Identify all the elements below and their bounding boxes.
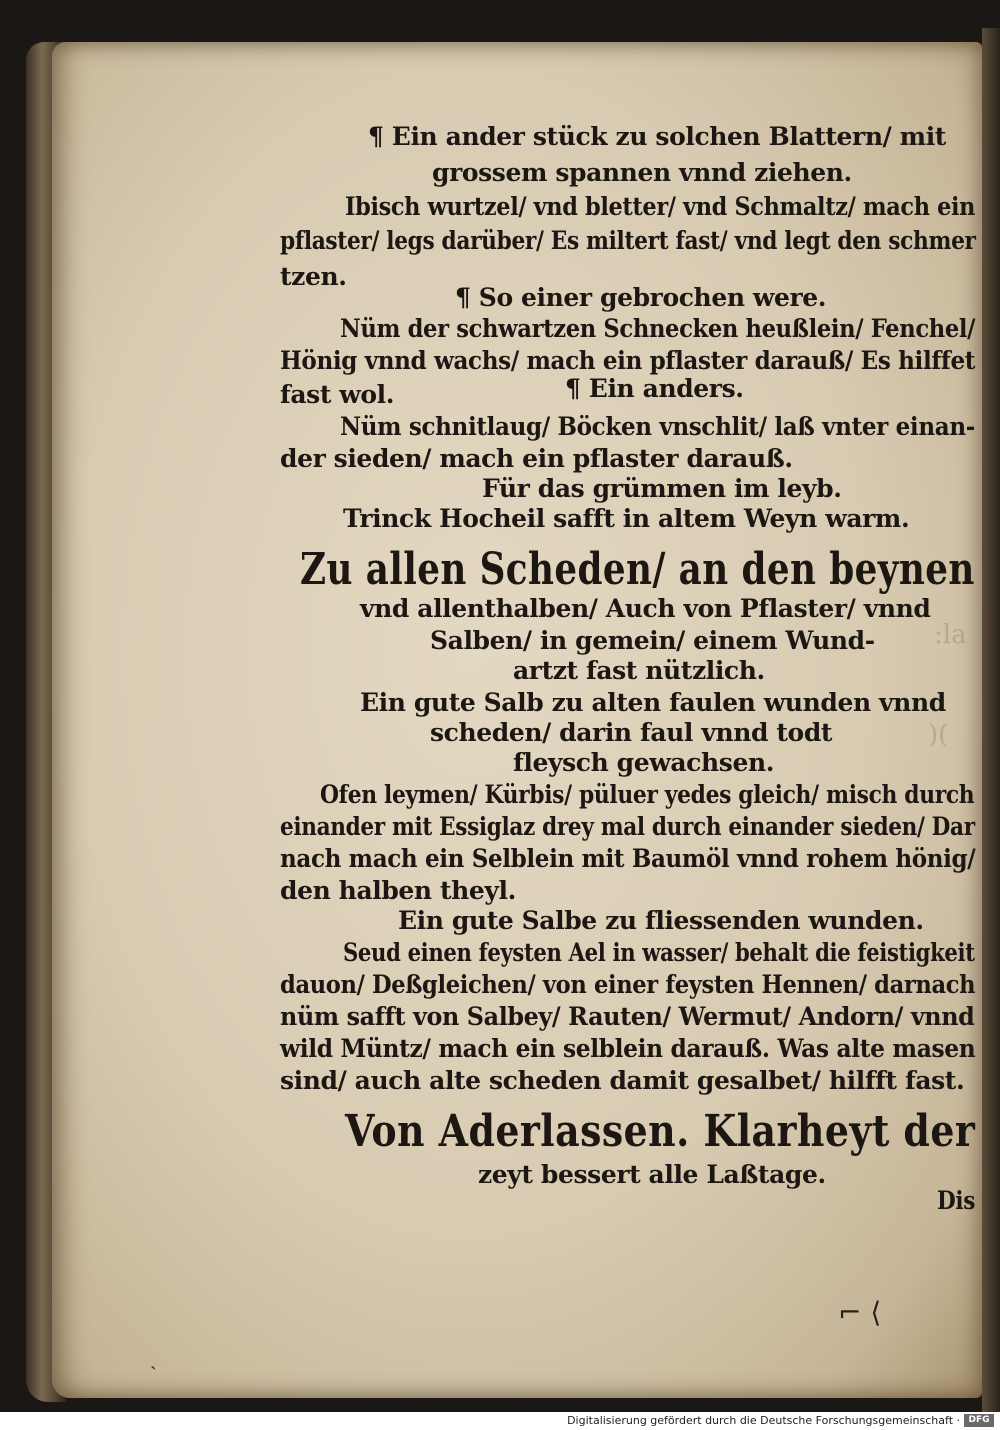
text-line: wild Müntz/ mach ein selblein darauß. Was alte masen [280,1034,976,1063]
text-line: Salben/ in gemein/ einem Wund- [430,626,875,655]
text-line: ¶ Ein anders. [565,374,744,403]
text-line: Ein gute Salbe zu fliessenden wunden. [398,906,924,935]
section-heading: Zu allen Scheden/ an den beynen [300,544,975,595]
text-line: fleysch gewachsen. [513,748,775,777]
text-line: Hönig vnnd wachs/ mach ein pflaster darauß/ Es hilffet [280,346,976,375]
text-line: tzen. [280,262,347,291]
text-line: vnd allenthalben/ Auch von Pflaster/ vnnd [360,594,931,623]
text-line: ¶ So einer gebrochen were. [455,283,827,312]
section-heading: Von Aderlassen. Klarheyt der [345,1106,976,1157]
text-line: artzt fast nützlich. [513,656,765,685]
text-line: Für das grümmen im leyb. [482,474,842,503]
text-line: pflaster/ legs darüber/ Es miltert fast/ vnd legt den schmer [280,226,976,255]
text-line: nüm safft von Salbey/ Rauten/ Wermut/ Andorn/ vnnd [280,1002,975,1031]
facing-page-edge [982,28,1000,1412]
dfg-logo: DFG [964,1414,994,1427]
text-line: einander mit Essiglaz drey mal durch einander sieden/ Dar [280,812,975,841]
text-line: ¶ Ein ander stück zu solchen Blattern/ mit [368,122,946,151]
text-line: grossem spannen vnnd ziehen. [432,158,852,187]
text-line: der sieden/ mach ein pflaster darauß. [280,444,793,473]
margin-mark: ˎ [150,1346,157,1370]
text-line: dauon/ Deßgleichen/ von einer feysten Hennen/ darnach [280,970,976,999]
text-line: Nüm der schwartzen Schnecken heußlein/ Fenchel/ [340,314,976,343]
text-line: nach mach ein Selblein mit Baumöl vnnd rohem hönig/ [280,844,976,873]
text-line: Seud einen feysten Ael in wasser/ behalt die feistigkeit [343,938,975,967]
text-line: scheden/ darin faul vnnd todt [430,718,833,747]
digitization-credit: Digitalisierung gefördert durch die Deutsche Forschungsgemeinschaft · [567,1414,960,1427]
text-line: Nüm schnitlaug/ Böcken vnschlit/ laß vnter einan- [340,412,975,441]
margin-mark: ⌐ ⟨ [838,1296,882,1329]
text-line: Ofen leymen/ Kürbis/ püluer yedes gleich/ misch durch [320,780,975,809]
text-line: fast wol. [280,380,395,409]
catchword: Dis [937,1186,976,1215]
text-line: Ein gute Salb zu alten faulen wunden vnnd [360,688,946,717]
text-line: den halben theyl. [280,876,516,905]
bleed-through-mark: )( [928,720,949,750]
text-line: zeyt bessert alle Laßtage. [478,1160,826,1189]
text-line: Ibisch wurtzel/ vnd bletter/ vnd Schmaltz/ mach ein [345,192,976,221]
text-line: Trinck Hocheil safft in altem Weyn warm. [343,504,910,533]
bleed-through-mark: :la [934,620,967,650]
text-line: sind/ auch alte scheden damit gesalbet/ hilfft fast. [280,1066,965,1095]
